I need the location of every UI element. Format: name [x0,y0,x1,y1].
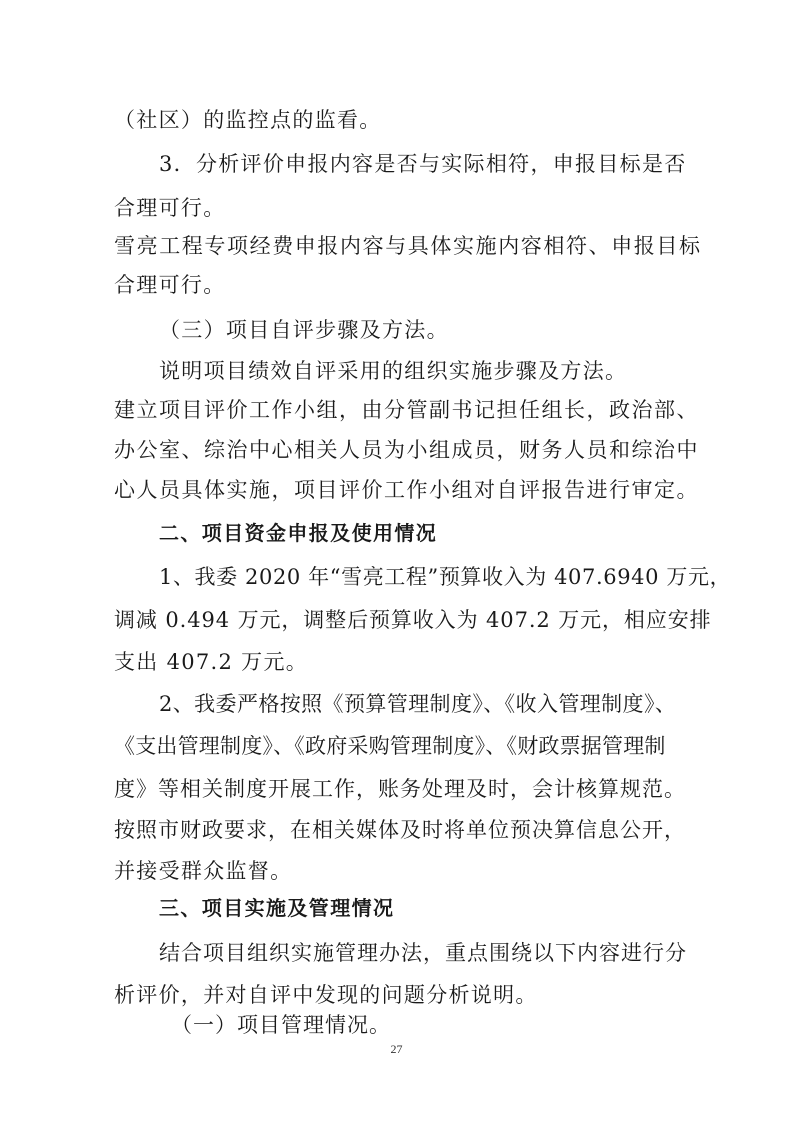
section-heading: 三、项目实施及管理情况 [159,896,395,920]
text-line: 度》等相关制度开展工作，账务处理及时，会计核算规范。 [114,777,686,801]
text-line: 1、我委 2020 年“雪亮工程”预算收入为 407.6940 万元， [159,565,732,589]
text-line: 《支出管理制度》、《政府采购管理制度》、《财政票据管理制 [114,734,666,758]
text-line: 心人员具体实施，项目评价工作小组对自评报告进行审定。 [114,478,699,502]
text-line: 并接受群众监督。 [114,859,293,883]
text-line: 合理可行。 [114,196,226,220]
text-line: 析评价，并对自评中发现的问题分析说明。 [114,983,538,1007]
text-line: 办公室、综治中心相关人员为小组成员，财务人员和综治中 [114,438,699,462]
text-line: 支出 407.2 万元。 [114,650,309,674]
section-subheading: （一）项目管理情况。 [171,1013,391,1037]
text-line: 合理可行。 [114,273,226,297]
text-line: 建立项目评价工作小组，由分管副书记担任组长，政治部、 [114,398,699,422]
text-line: 说明项目绩效自评采用的组织实施步骤及方法。 [159,359,628,383]
text-line: 2、我委严格按照《预算管理制度》、《收入管理制度》、 [159,692,677,716]
text-line: 调减 0.494 万元，调整后预算收入为 407.2 万元，相应安排 [114,608,712,632]
text-line: 3．分析评价申报内容是否与实际相符，申报目标是否 [159,152,687,176]
page-number: 27 [390,1042,403,1056]
section-heading: 二、项目资金申报及使用情况 [159,521,438,545]
section-subheading: （三）项目自评步骤及方法。 [159,318,449,342]
text-line: 雪亮工程专项经费申报内容与具体实施内容相符、申报目标 [114,234,702,258]
text-line: 结合项目组织实施管理办法，重点围绕以下内容进行分 [159,941,687,965]
text-line: （社区）的监控点的监看。 [114,108,382,132]
text-line: 按照市财政要求，在相关媒体及时将单位预决算信息公开， [114,818,686,842]
